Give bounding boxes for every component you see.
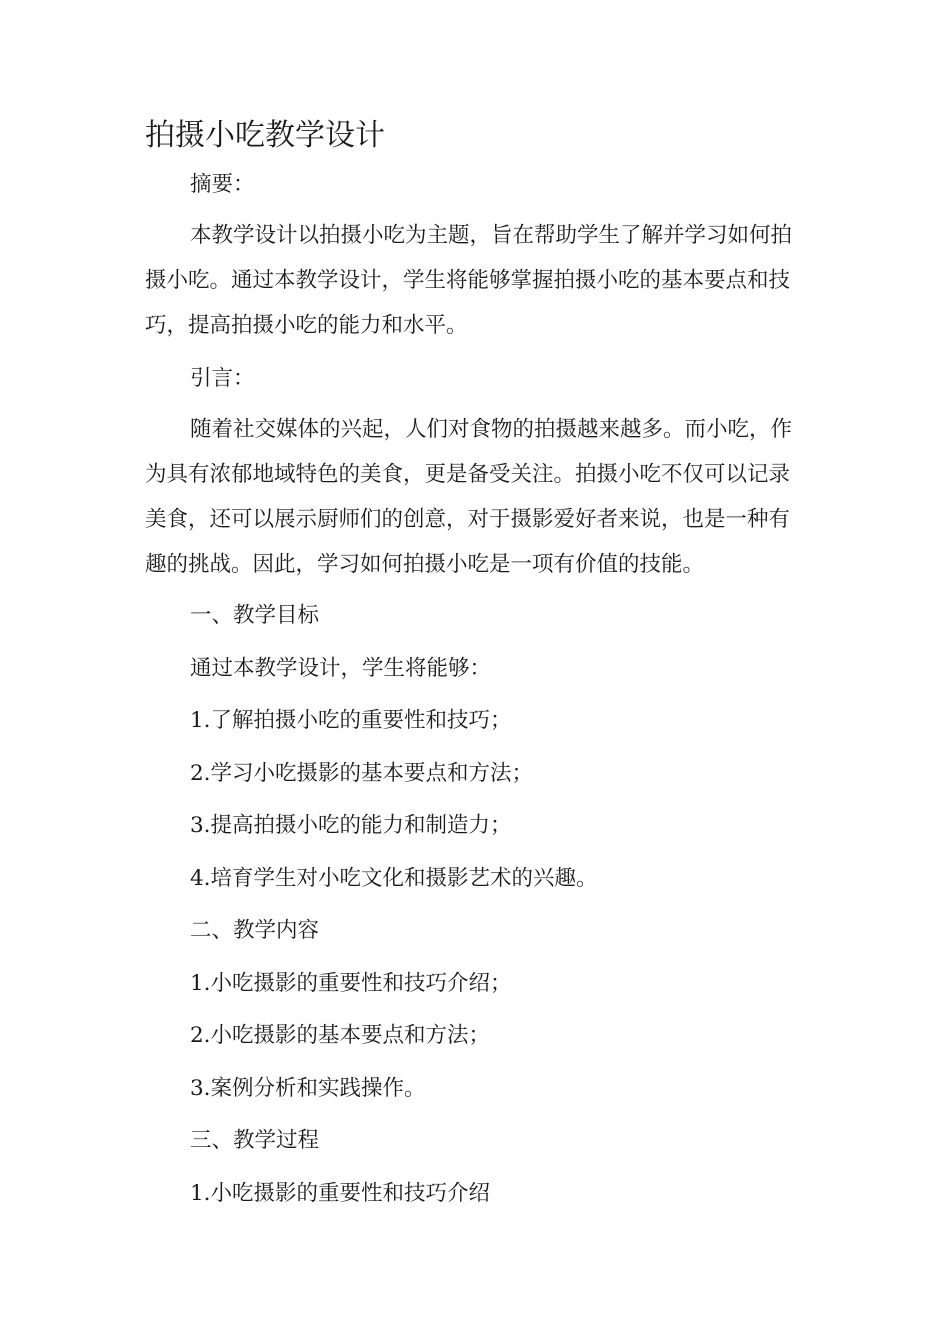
intro-heading: 引言： [190,366,255,391]
intro-paragraph: 随着社交媒体的兴起，人们对食物的拍摄越来越多。而小吃，作为具有浓郁地域特色的美食，更是备受关注。拍摄小吃不仅可以记录美食，还可以展示厨师们的创意，对于摄影爱好者来说，也是一种有趣的挑战。因此，学习如何拍摄小吃是一项有价值的技能。 [145,417,793,577]
list-item: 2.学习小吃摄影的基本要点和方法； [190,761,534,786]
list-item: 3.案例分析和实践操作。 [190,1076,426,1101]
abstract-paragraph: 本教学设计以拍摄小吃为主题，旨在帮助学生了解并学习如何拍摄小吃。通过本教学设计，学生将能够掌握拍摄小吃的基本要点和技巧，提高拍摄小吃的能力和水平。 [145,223,793,338]
list-item: 4.培育学生对小吃文化和摄影艺术的兴趣。 [190,866,598,891]
list-item: 1.小吃摄影的重要性和技巧介绍； [190,971,512,996]
section-heading-objectives: 一、教学目标 [190,603,320,628]
objectives-lead: 通过本教学设计，学生将能够： [190,656,492,681]
abstract-heading: 摘要： [190,172,255,197]
list-item: 1.了解拍摄小吃的重要性和技巧； [190,708,512,733]
section-heading-content: 二、教学内容 [190,918,320,943]
list-item: 1.小吃摄影的重要性和技巧介绍 [190,1181,491,1206]
section-heading-process: 三、教学过程 [190,1128,320,1153]
document-title: 拍摄小吃教学设计 [145,118,385,153]
list-item: 3.提高拍摄小吃的能力和制造力； [190,813,512,838]
list-item: 2.小吃摄影的基本要点和方法； [190,1023,491,1048]
